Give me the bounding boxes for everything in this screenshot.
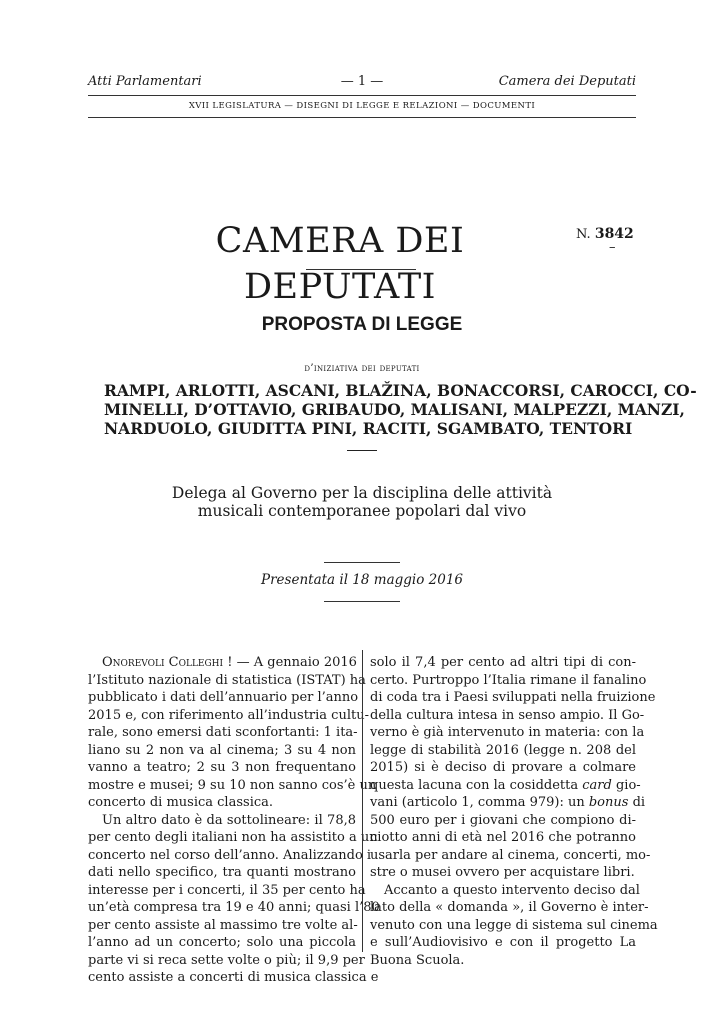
page-number: — 1 —: [340, 74, 384, 89]
chamber-rule: [306, 269, 416, 270]
text-segment: gio-: [611, 777, 641, 793]
body-line: rale, sono emersi dati sconfortanti: 1 ita-: [88, 725, 358, 740]
body-column-left: [88, 654, 380, 987]
authors-rule: [347, 450, 377, 451]
column-divider: [362, 650, 363, 952]
body-line: l’anno ad un concerto; solo una piccola: [88, 935, 356, 950]
header-rule-bottom: [88, 117, 636, 118]
salutation-rest: ! — A gennaio 2016: [227, 655, 357, 670]
text-segment: vani (articolo 1, comma 979): un: [370, 795, 589, 810]
document-number: [576, 226, 634, 242]
header-subtitle: XVII LEGISLATURA — DISEGNI DI LEGGE E RELAZIONI — DOCUMENTI: [188, 101, 536, 111]
body-line: 2015) si è deciso di provare a colmare: [370, 760, 636, 775]
body-line: dati nello specifico, tra quanti mostrano: [88, 865, 356, 880]
authors-line: NARDUOLO, GIUDITTA PINI, RACITI, SGAMBATO, TENTORI: [104, 419, 633, 438]
presented-rule-top: [324, 562, 400, 563]
running-header: [88, 74, 636, 92]
header-left: Atti Parlamentari: [88, 74, 202, 89]
body-line: liano su 2 non va al cinema; 3 su 4 non: [88, 742, 356, 758]
body-line: legge di stabilità 2016 (legge n. 208 del: [370, 742, 636, 758]
number-prefix: N.: [576, 227, 591, 242]
body-line: usarla per andare al cinema, concerti, mo-: [370, 847, 651, 863]
presented-date: Presentata il 18 maggio 2016: [261, 572, 463, 588]
body-line: un’età compresa tra 19 e 40 anni; quasi l’80: [88, 900, 380, 915]
body-line: lato della « domanda », il Governo è inter-: [370, 900, 649, 915]
italic-term: bonus: [588, 795, 629, 810]
body-line: concerto nel corso dell’anno. Analizzando i: [88, 847, 372, 863]
authors-line: RAMPI, ARLOTTI, ASCANI, BLAŽINA, BONACCORSI, CAROCCI, CO-: [104, 381, 697, 400]
body-line: l’Istituto nazionale di statistica (ISTAT) ha: [88, 672, 366, 688]
body-line: per cento assiste al massimo tre volte al-: [88, 917, 358, 933]
body-line: mostre e musei; 9 su 10 non sanno cos’è un: [88, 777, 377, 793]
body-line: Buona Scuola.: [370, 952, 465, 968]
body-line: cento assiste a concerti di musica classica e: [88, 970, 379, 985]
body-line: pubblicato i dati dell’annuario per l’anno: [88, 690, 359, 705]
initiative-label: d’iniziativa dei deputati: [304, 362, 420, 374]
body-column-right: [370, 654, 658, 969]
italic-term: card: [582, 777, 612, 793]
text-segment: di: [628, 795, 646, 810]
chamber-title: CAMERA DEI DEPUTATI: [215, 221, 465, 307]
text-segment: questa lacuna con la cosiddetta: [370, 777, 583, 793]
header-rule-top: [88, 95, 636, 96]
body-line: parte vi si reca sette volte o più; il 9,9 per: [88, 952, 365, 968]
body-line: certo. Purtroppo l’Italia rimane il fanalino: [370, 672, 647, 688]
body-line: vanno a teatro; 2 su 3 non frequentano: [88, 760, 356, 775]
body-line: ciotto anni di età nel 2016 che potranno: [370, 830, 636, 845]
body-line: solo il 7,4 per cento ad altri tipi di con-: [370, 655, 636, 670]
body-line: e sull’Audiovisivo e con il progetto La: [370, 935, 636, 950]
body-line: concerto di musica classica.: [88, 795, 274, 810]
body-line: di coda tra i Paesi sviluppati nella fruizione: [370, 690, 656, 705]
body-line: venuto con una legge di sistema sul cinema: [370, 917, 658, 933]
body-line: [370, 794, 646, 812]
body-line: stre o musei ovvero per acquistare libri.: [370, 865, 635, 880]
body-line: Accanto a questo intervento deciso dal: [384, 882, 640, 898]
body-line: interesse per i concerti, il 35 per cento ha: [88, 882, 366, 898]
body-line: 2015 e, con riferimento all’industria cultu-: [88, 707, 369, 723]
body-line: per cento degli italiani non ha assistito a un: [88, 830, 378, 845]
authors-line: MINELLI, D’OTTAVIO, GRIBAUDO, MALISANI, MALPEZZI, MANZI,: [104, 400, 685, 419]
body-line: [370, 777, 641, 795]
body-line: verno è già intervenuto in materia: con la: [370, 725, 645, 740]
salutation: Onorevoli Colleghi: [102, 655, 224, 670]
authors-list: [104, 381, 697, 438]
subject-line: musicali contemporanee popolari dal vivo: [197, 502, 527, 520]
header-right: Camera dei Deputati: [498, 74, 636, 89]
number-dash: –: [609, 240, 616, 255]
subject-line: Delega al Governo per la disciplina delle attività: [171, 484, 553, 502]
proposal-title: PROPOSTA DI LEGGE: [261, 314, 463, 335]
body-line: Un altro dato è da sottolineare: il 78,8: [102, 812, 356, 828]
bill-subject: [130, 484, 594, 520]
number-value: 3842: [594, 226, 634, 242]
body-line: 500 euro per i giovani che compiono di-: [370, 812, 636, 828]
body-line: [88, 654, 356, 672]
presented-rule-bottom: [324, 601, 400, 602]
body-line: della cultura intesa in senso ampio. Il Go-: [370, 707, 645, 723]
